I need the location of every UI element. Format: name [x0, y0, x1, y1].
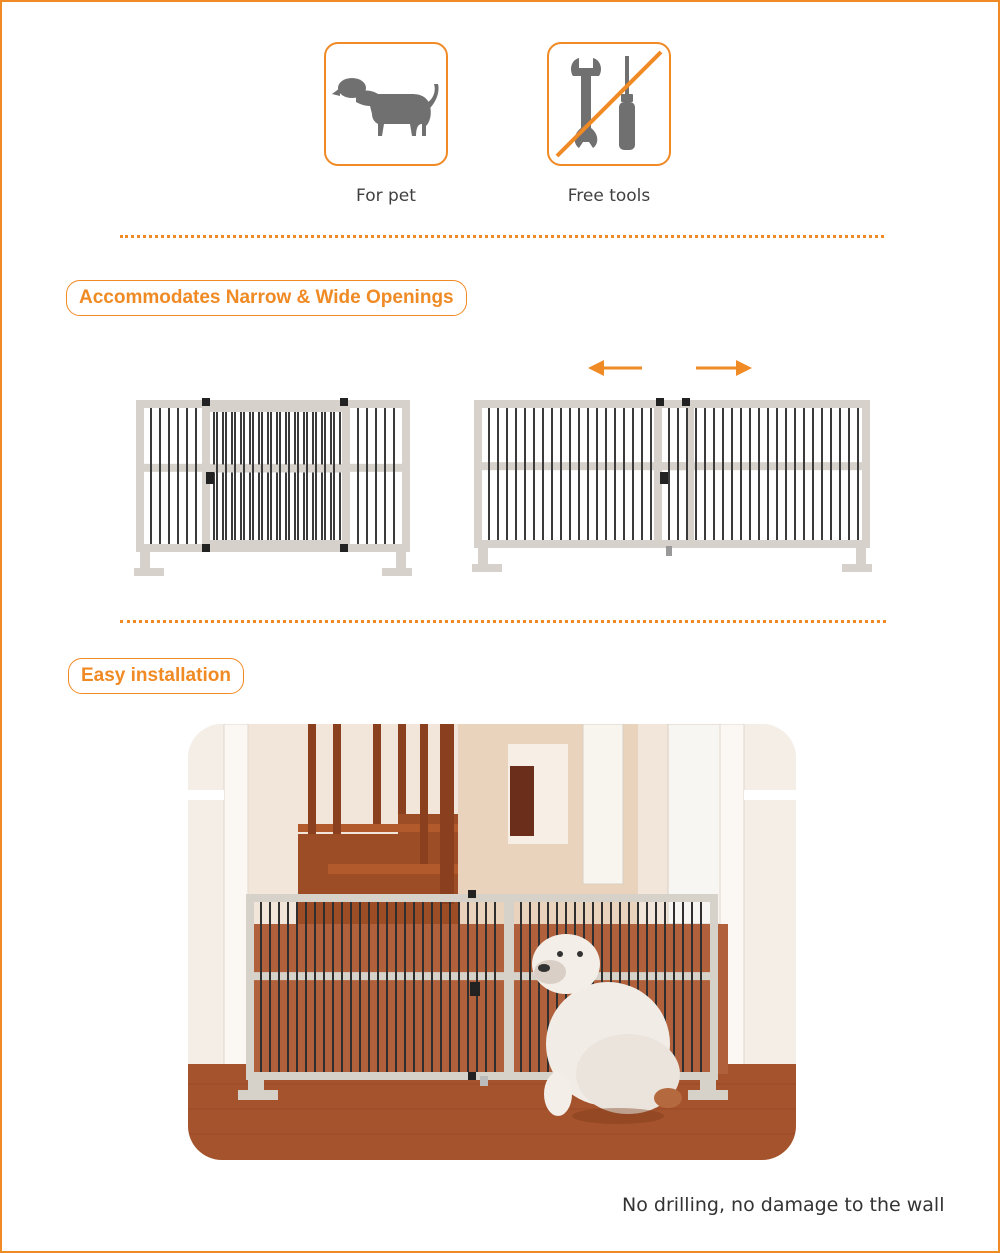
divider	[120, 620, 886, 623]
arrow-right-icon	[694, 356, 754, 380]
feature-label: For pet	[356, 186, 416, 206]
dog-icon	[326, 44, 446, 164]
feature-icon-box	[324, 42, 448, 166]
no-tools-icon	[549, 44, 669, 164]
feature-free-tools	[547, 42, 671, 206]
feature-label: Free tools	[567, 186, 651, 206]
section-title-openings: Accommodates Narrow & Wide Openings	[66, 280, 467, 316]
feature-for-pet	[324, 42, 448, 206]
gate-narrow-illustration	[134, 394, 414, 578]
arrow-left-icon	[586, 356, 646, 380]
section-title-installation: Easy installation	[68, 658, 244, 694]
gate-wide-illustration	[472, 394, 874, 578]
divider	[120, 235, 884, 238]
feature-icon-box	[547, 42, 671, 166]
footer-caption: No drilling, no damage to the wall	[622, 1194, 945, 1216]
installation-photo	[188, 724, 796, 1160]
